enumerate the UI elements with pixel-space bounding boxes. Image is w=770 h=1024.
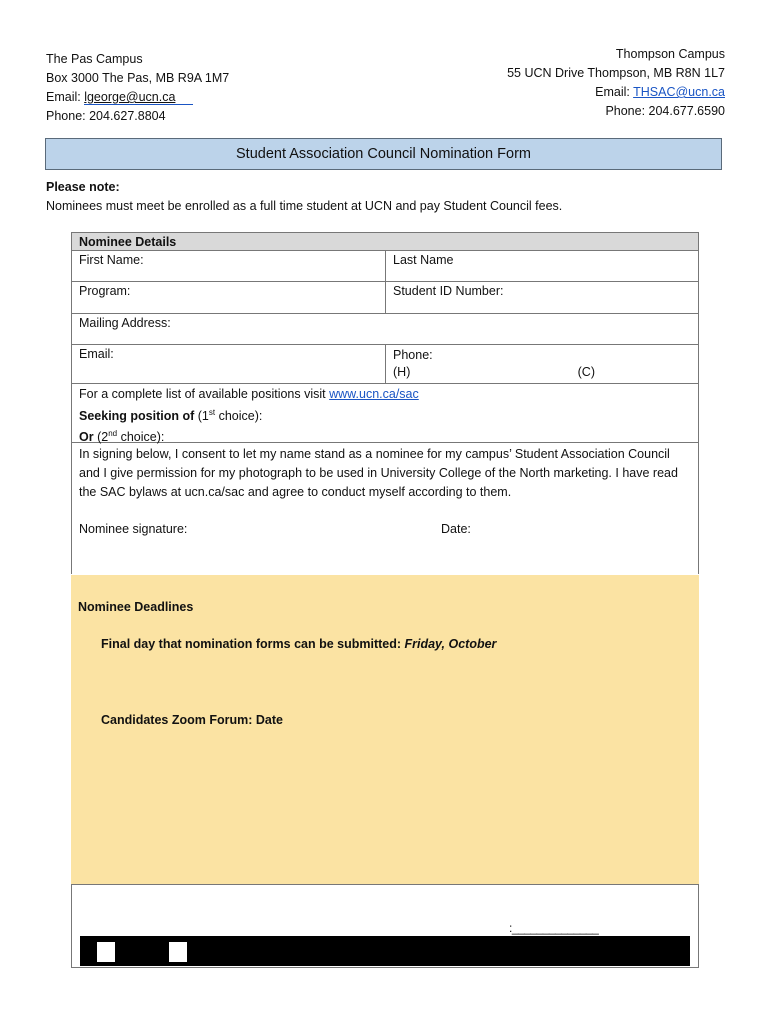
phone-field[interactable]	[385, 345, 698, 383]
email-label: Email:	[46, 90, 85, 104]
first-choice-sup: st	[208, 407, 216, 417]
contact-row	[72, 345, 698, 384]
first-choice-field[interactable]	[79, 404, 691, 426]
the-pas-phone: Phone: 204.627.8804	[46, 109, 166, 123]
mailing-address-field[interactable]: Mailing Address:	[79, 316, 171, 330]
nominee-signature-field[interactable]: Nominee signature:	[79, 522, 188, 536]
name-row	[72, 251, 698, 282]
checkbox-2[interactable]	[168, 941, 188, 963]
date-field[interactable]: Date:	[441, 522, 471, 536]
thompson-phone: Phone: 204.677.6590	[605, 104, 725, 118]
student-id-field[interactable]: Student ID Number:	[385, 282, 698, 313]
bottom-section	[71, 884, 699, 968]
zoom-forum-line: Candidates Zoom Forum: Date	[101, 713, 283, 727]
the-pas-campus: The Pas Campus	[46, 52, 143, 66]
thompson-address	[507, 45, 725, 121]
table-header	[72, 233, 698, 251]
thompson-email-link[interactable]: THSAC@ucn.ca	[633, 85, 725, 99]
please-note	[46, 178, 562, 216]
or-label: Or	[79, 430, 94, 445]
first-choice-paren: (1	[194, 408, 209, 423]
second-choice-sup: nd	[108, 429, 118, 439]
phone-label: Phone:	[393, 348, 433, 362]
form-title: Student Association Council Nomination Form	[45, 138, 722, 170]
second-choice-paren: (2	[93, 430, 109, 445]
seeking-label: Seeking position of	[79, 408, 195, 423]
consent-row	[72, 443, 698, 574]
phone-types	[393, 364, 691, 381]
deadlines-heading: Nominee Deadlines	[78, 600, 194, 614]
positions-row	[72, 384, 698, 443]
thompson-email-line	[507, 83, 725, 102]
first-choice-suffix: choice):	[215, 408, 263, 423]
program-row	[72, 282, 698, 314]
positions-line	[79, 386, 691, 404]
final-day-line	[101, 637, 496, 651]
phone-home-label: (H)	[393, 365, 411, 379]
the-pas-email-line	[46, 88, 229, 107]
final-day-label: Final day that nomination forms can be submitted:	[101, 637, 405, 651]
nominee-details-table	[71, 232, 699, 574]
positions-text: For a complete list of available positions visit	[79, 387, 330, 401]
email-label: Email:	[595, 85, 634, 99]
nominee-details-heading: Nominee Details	[79, 235, 177, 249]
the-pas-address	[46, 50, 229, 126]
phone-cell-label: (C)	[577, 365, 595, 379]
thompson-street: 55 UCN Drive Thompson, MB R8N 1L7	[507, 66, 725, 80]
the-pas-email-link[interactable]: lgeorge@ucn.ca	[84, 90, 193, 105]
final-day-value: Friday, October	[404, 637, 497, 651]
note-heading: Please note:	[46, 180, 120, 194]
nominee-deadlines-panel	[71, 575, 699, 884]
checkbox-1[interactable]	[96, 941, 116, 963]
first-name-field[interactable]: First Name:	[79, 253, 144, 267]
signature-line	[79, 520, 691, 539]
last-name-field[interactable]: Last Name	[385, 251, 698, 281]
program-field[interactable]: Program:	[79, 284, 131, 298]
thompson-campus: Thompson Campus	[615, 47, 725, 61]
consent-text: In signing below, I consent to let my name stand as a nominee for my campus’ Student Association Council and I give permission for my photograph to be used in University College of the North marketing. I have read the SAC bylaws at ucn.ca/sac and agree to conduct myself according to them.	[79, 447, 678, 499]
mailing-row	[72, 314, 698, 345]
the-pas-box: Box 3000 The Pas, MB R9A 1M7	[46, 71, 230, 85]
second-choice-suffix: choice):	[117, 430, 165, 445]
note-text: Nominees must meet be enrolled as a full time student at UCN and pay Student Council fees.	[46, 199, 563, 213]
email-field[interactable]: Email:	[79, 347, 114, 361]
blank-line: :______________	[509, 921, 599, 935]
sac-link[interactable]: www.ucn.ca/sac	[329, 387, 419, 401]
